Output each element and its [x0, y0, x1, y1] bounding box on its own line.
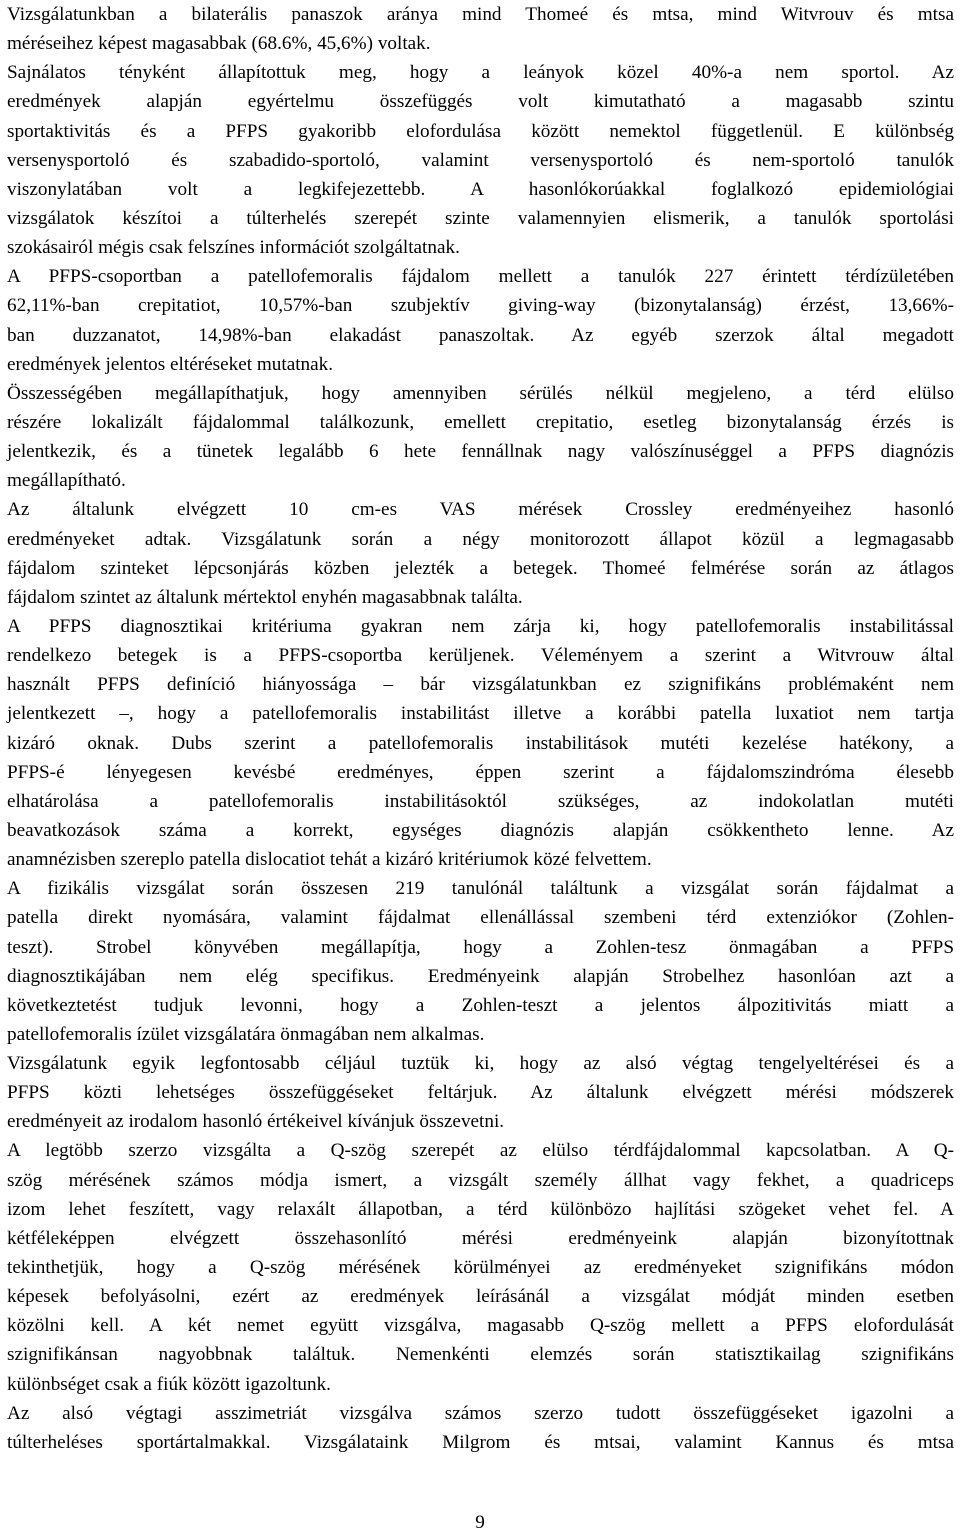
text-line: 62,11%-ban crepitatiot, 10,57%-ban szubjektív giving-way (bizonytalanság) érzést, 13,66%-: [7, 295, 954, 317]
text-line: eredmények jelentos eltéréseket mutatnak.: [7, 353, 334, 375]
text-line: ban duzzanatot, 14,98%-ban elakadást panaszoltak. Az egyéb szerzok által megadott: [7, 324, 954, 346]
text-line: kizáró oknak. Dubs szerint a patellofemoralis instabilitások mutéti kezelése hatékony, a: [7, 732, 954, 754]
text-line: PFPS-é lényegesen kevésbé eredményes, éppen szerint a fájdalomszindróma élesebb: [7, 761, 954, 783]
text-line: közölni kell. A két nemet együtt vizsgálva, magasabb Q-szög mellett a PFPS elofordulását: [7, 1315, 954, 1337]
text-line: jelentkezett –, hogy a patellofemoralis instabilitást illetve a korábbi patella luxatiot nem tartja: [7, 703, 954, 725]
text-line: viszonylatában volt a legkifejezettebb. A hasonlókorúakkal foglalkozó epidemiológiai: [7, 178, 954, 200]
page-number: 9: [475, 1512, 485, 1533]
text-line: méréseihez képest magasabbak (68.6%, 45,6%) voltak.: [7, 33, 431, 55]
text-line: diagnosztikájában nem elég specifikus. Eredményeink alapján Strobelhez hasonlóan azt a: [7, 965, 954, 987]
text-line: tekinthetjük, hogy a Q-szög mérésének körülményei az eredményeket szignifikáns módon: [7, 1257, 954, 1279]
text-line: Vizsgálatunk egyik legfontosabb céljául tuztük ki, hogy az alsó végtag tengelyeltérései és a: [7, 1053, 954, 1075]
text-line: A PFPS-csoportban a patellofemoralis fájdalom mellett a tanulók 227 érintett térdízületében: [7, 266, 954, 288]
text-line: teszt). Strobel könyvében megállapítja, hogy a Zohlen-tesz önmagában a PFPS: [7, 936, 954, 958]
text-line: patella direkt nyomására, valamint fájdalmat ellenállással szembeni térd extenziókor (Zohlen-: [7, 907, 954, 929]
text-line: eredmények alapján egyértelmu összefüggés volt kimutatható a magasabb szintu: [7, 91, 954, 113]
text-line: következtetést tudjuk levonni, hogy a Zohlen-teszt a jelentos álpozitivitás miatt a: [7, 994, 954, 1016]
body-text: [7, 0, 954, 1457]
text-line: megállapítható.: [7, 470, 126, 492]
text-line: sportaktivitás és a PFPS gyakoribb elofordulása között nemektol függetlenül. E különbség: [7, 120, 954, 142]
text-line: A legtöbb szerzo vizsgálta a Q-szög szerepét az elülso térdfájdalommal kapcsolatban. A Q-: [7, 1140, 954, 1162]
text-line: eredményeit az irodalom hasonló értékeivel kívánjuk összevetni.: [7, 1111, 505, 1133]
text-line: fájdalom szintet az általunk mértektol enyhén magasabbnak találta.: [7, 586, 523, 608]
text-line: képesek befolyásolni, ezért az eredmények leírásánál a vizsgálat módját minden esetben: [7, 1286, 954, 1308]
text-line: fájdalom szinteket lépcsonjárás közben jelezték a betegek. Thomeé felmérése során az átlagos: [7, 557, 954, 579]
text-line: szokásairól mégis csak felszínes információt szolgáltatnak.: [7, 237, 460, 259]
text-line: Az alsó végtagi asszimetriát vizsgálva számos szerzo tudott összefüggéseket igazolni a: [7, 1402, 954, 1424]
text-line: beavatkozások száma a korrekt, egységes diagnózis alapján csökkentheto lenne. Az: [7, 819, 954, 841]
text-line: részére lokalizált fájdalommal találkozunk, emellett crepitatio, esetleg bizonytalanság érzés is: [7, 411, 954, 433]
text-line: kétféleképpen elvégzett összehasonlító mérési eredményeink alapján bizonyítottnak: [7, 1227, 954, 1249]
text-line: rendelkezo betegek is a PFPS-csoportba kerüljenek. Véleményem a szerint a Witvrouw által: [7, 645, 954, 667]
text-line: Összességében megállapíthatjuk, hogy amennyiben sérülés nélkül megjeleno, a térd elülso: [7, 382, 954, 404]
text-line: vizsgálatok készítoi a túlterhelés szerepét szinte valamennyien elismerik, a tanulók sportolási: [7, 207, 954, 229]
text-line: eredményeket adtak. Vizsgálatunk során a négy monitorozott állapot közül a legmagasabb: [7, 528, 954, 550]
text-line: szignifikánsan nagyobbnak találtuk. Nemenkénti elemzés során statisztikailag szignifikáns: [7, 1344, 954, 1366]
text-line: jelentkezik, és a tünetek legalább 6 hete fennállnak nagy valószínuséggel a PFPS diagnózis: [7, 441, 954, 463]
text-line: A fizikális vizsgálat során összesen 219 tanulónál találtunk a vizsgálat során fájdalmat a: [7, 878, 954, 900]
text-line: PFPS közti lehetséges összefüggéseket feltárjuk. Az általunk elvégzett mérési módszerek: [7, 1082, 954, 1104]
text-line: A PFPS diagnosztikai kritériuma gyakran nem zárja ki, hogy patellofemoralis instabilitással: [7, 615, 954, 637]
text-line: Sajnálatos tényként állapítottuk meg, hogy a leányok közel 40%-a nem sportol. Az: [7, 62, 954, 84]
text-line: Vizsgálatunkban a bilaterális panaszok aránya mind Thomeé és mtsa, mind Witvrouv és mtsa: [7, 4, 954, 25]
text-line: anamnézisben szereplo patella dislocatiot tehát a kizáró kritériumok közé felvettem.: [7, 849, 652, 871]
text-line: elhatárolása a patellofemoralis instabilitásoktól szükséges, az indokolatlan mutéti: [7, 790, 954, 812]
text-line: izom lehet feszített, vagy relaxált állapotban, a térd különbözo hajlítási szögeket vehet fel. A: [7, 1198, 954, 1220]
text-line: patellofemoralis ízület vizsgálatára önmagában nem alkalmas.: [7, 1023, 485, 1045]
text-line: különbséget csak a fiúk között igazoltunk.: [7, 1373, 331, 1395]
text-line: használt PFPS definíció hiányossága – bár vizsgálatunkban ez szignifikáns problémaként nem: [7, 674, 954, 696]
text-line: versenysportoló és szabadido-sportoló, valamint versenysportoló és nem-sportoló tanulók: [7, 149, 954, 171]
text-line: szög mérésének számos módja ismert, a vizsgált személy állhat vagy fekhet, a quadriceps: [7, 1169, 954, 1191]
text-line: Az általunk elvégzett 10 cm-es VAS mérések Crossley eredményeihez hasonló: [7, 499, 954, 521]
text-line: túlterheléses sportártalmakkal. Vizsgálataink Milgrom és mtsai, valamint Kannus és mtsa: [7, 1431, 954, 1453]
